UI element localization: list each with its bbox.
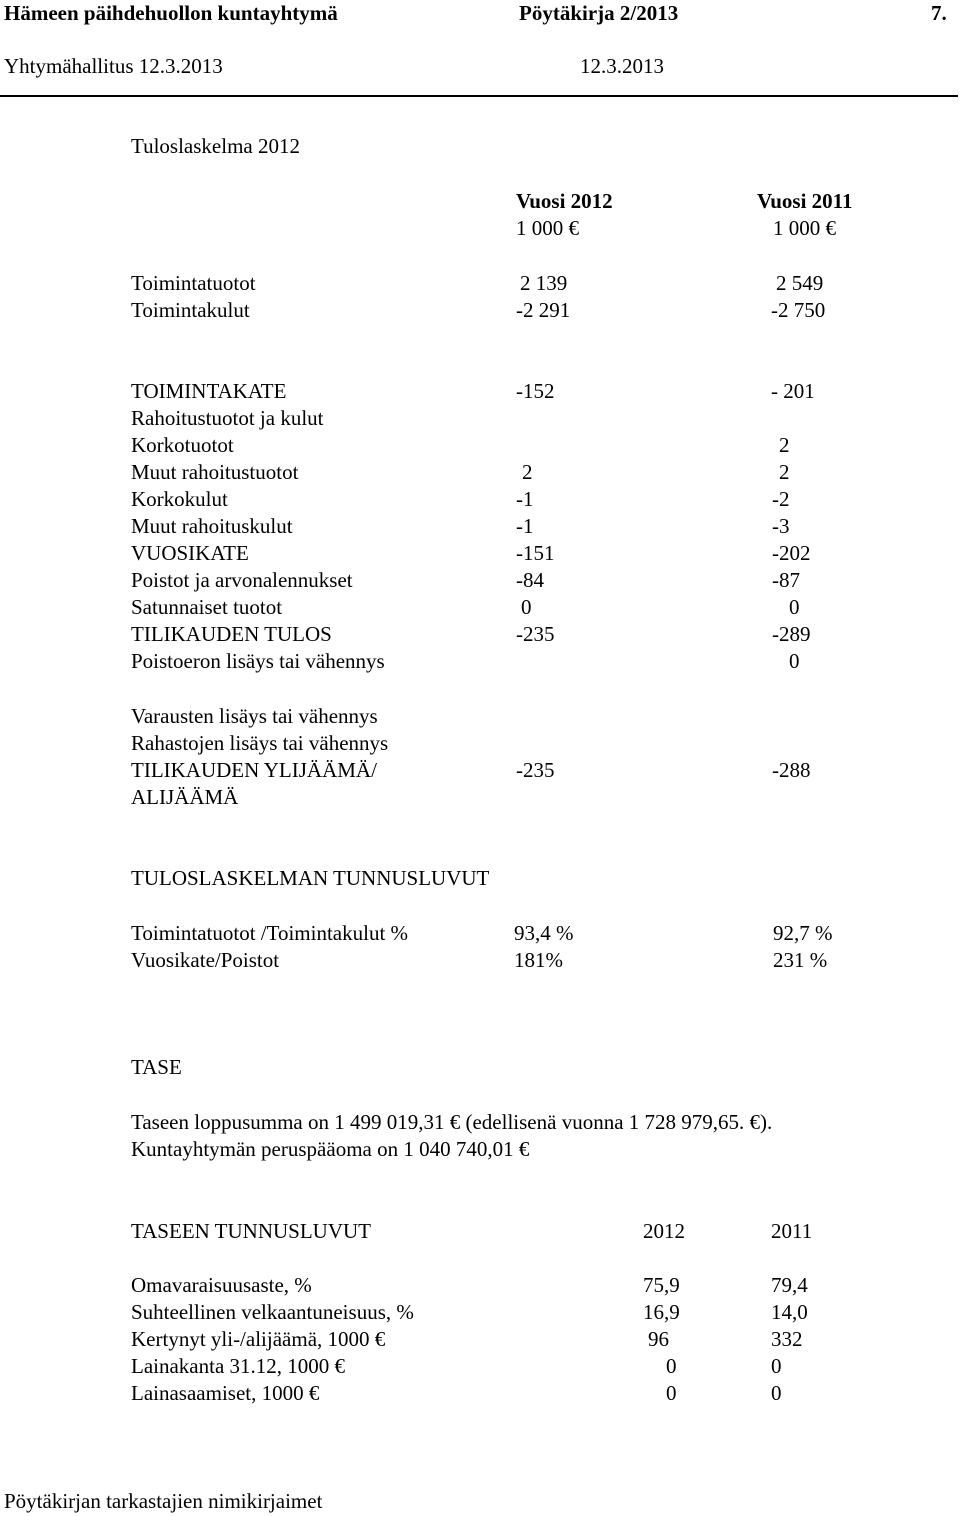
balance-ratio-label: Lainakanta 31.12, 1000 € bbox=[131, 1354, 346, 1378]
balance-ratio-label: Lainasaamiset, 1000 € bbox=[131, 1381, 320, 1405]
row-label: Muut rahoitustuotot bbox=[131, 460, 299, 484]
ratios-title: TULOSLASKELMAN TUNNUSLUVUT bbox=[131, 866, 490, 890]
row-value-2012: -2 291 bbox=[516, 298, 571, 322]
row-label: Rahoitustuotot ja kulut bbox=[131, 406, 324, 430]
balance-equity-text: Kuntayhtymän peruspääoma on 1 040 740,01 € bbox=[131, 1137, 530, 1161]
row-value-2012: -151 bbox=[516, 541, 555, 565]
row-label: TILIKAUDEN YLIJÄÄMÄ/ bbox=[131, 758, 377, 782]
row-value-2011: 2 549 bbox=[776, 271, 824, 295]
row-label: Poistot ja arvonalennukset bbox=[131, 568, 353, 592]
balance-ratio-label: Kertynyt yli-/alijäämä, 1000 € bbox=[131, 1327, 386, 1351]
row-value-2011: 2 bbox=[779, 433, 790, 457]
header-doc: Pöytäkirja 2/2013 bbox=[519, 1, 679, 25]
ratio-value-2012: 181% bbox=[514, 948, 563, 972]
row-value-2012: 2 bbox=[522, 460, 533, 484]
balance-ratios-col-2011: 2011 bbox=[771, 1219, 813, 1243]
row-label: TOIMINTAKATE bbox=[131, 379, 287, 403]
ratio-value-2011: 92,7 % bbox=[773, 921, 833, 945]
row-label: Toimintatuotot bbox=[131, 271, 256, 295]
col-header-2011: Vuosi 2011 bbox=[757, 189, 853, 213]
col-unit-2012: 1 000 € bbox=[516, 216, 579, 240]
balance-ratio-value-2011: 14,0 bbox=[771, 1300, 808, 1324]
row-value-2012: -235 bbox=[516, 622, 555, 646]
row-value-2011: -2 bbox=[772, 487, 790, 511]
row-value-2012: -1 bbox=[516, 514, 534, 538]
header-org: Hämeen päihdehuollon kuntayhtymä bbox=[4, 1, 338, 25]
row-label: Varausten lisäys tai vähennys bbox=[131, 704, 378, 728]
row-value-2011: -289 bbox=[772, 622, 811, 646]
row-label: Korkokulut bbox=[131, 487, 228, 511]
balance-ratios-title: TASEEN TUNNUSLUVUT bbox=[131, 1219, 372, 1243]
row-label: Muut rahoituskulut bbox=[131, 514, 293, 538]
row-label: ALIJÄÄMÄ bbox=[131, 785, 239, 809]
balance-ratio-label: Suhteellinen velkaantuneisuus, % bbox=[131, 1300, 414, 1324]
row-value-2011: -87 bbox=[772, 568, 800, 592]
header-divider bbox=[0, 95, 958, 97]
ratio-label: Vuosikate/Poistot bbox=[131, 948, 280, 972]
header-date: 12.3.2013 bbox=[580, 54, 664, 78]
row-value-2011: 0 bbox=[789, 595, 800, 619]
row-value-2011: - 201 bbox=[771, 379, 815, 403]
row-label: Toimintakulut bbox=[131, 298, 250, 322]
row-value-2012: -1 bbox=[516, 487, 534, 511]
income-title: Tuloslaskelma 2012 bbox=[131, 134, 300, 158]
balance-ratio-value-2012: 96 bbox=[648, 1327, 669, 1351]
row-label: Korkotuotot bbox=[131, 433, 234, 457]
row-value-2011: 0 bbox=[789, 649, 800, 673]
row-value-2011: -202 bbox=[772, 541, 811, 565]
balance-ratio-value-2012: 75,9 bbox=[643, 1273, 680, 1297]
row-value-2011: -3 bbox=[772, 514, 790, 538]
row-value-2011: -2 750 bbox=[771, 298, 826, 322]
balance-ratio-label: Omavaraisuusaste, % bbox=[131, 1273, 312, 1297]
row-label: Rahastojen lisäys tai vähennys bbox=[131, 731, 389, 755]
row-value-2012: -152 bbox=[516, 379, 555, 403]
balance-ratio-value-2012: 0 bbox=[666, 1354, 677, 1378]
balance-total-text: Taseen loppusumma on 1 499 019,31 € (edellisenä vuonna 1 728 979,65. €). bbox=[131, 1110, 773, 1134]
row-value-2011: 2 bbox=[779, 460, 790, 484]
header-page-number: 7. bbox=[931, 1, 947, 25]
ratio-value-2011: 231 % bbox=[773, 948, 828, 972]
row-label: Satunnaiset tuotot bbox=[131, 595, 283, 619]
header-board: Yhtymähallitus 12.3.2013 bbox=[4, 54, 223, 78]
balance-ratio-value-2012: 16,9 bbox=[643, 1300, 680, 1324]
row-label: TILIKAUDEN TULOS bbox=[131, 622, 332, 646]
ratio-value-2012: 93,4 % bbox=[514, 921, 574, 945]
balance-title: TASE bbox=[131, 1055, 182, 1079]
row-value-2012: 2 139 bbox=[520, 271, 568, 295]
row-label: VUOSIKATE bbox=[131, 541, 249, 565]
balance-ratio-value-2012: 0 bbox=[666, 1381, 677, 1405]
ratio-label: Toimintatuotot /Toimintakulut % bbox=[131, 921, 409, 945]
footer-initials: Pöytäkirjan tarkastajien nimikirjaimet bbox=[4, 1489, 323, 1513]
row-value-2012: 0 bbox=[521, 595, 532, 619]
col-header-2012: Vuosi 2012 bbox=[516, 189, 613, 213]
col-unit-2011: 1 000 € bbox=[773, 216, 836, 240]
balance-ratio-value-2011: 0 bbox=[771, 1381, 782, 1405]
row-value-2012: -84 bbox=[516, 568, 544, 592]
row-value-2011: -288 bbox=[772, 758, 811, 782]
balance-ratios-col-2012: 2012 bbox=[643, 1219, 685, 1243]
balance-ratio-value-2011: 79,4 bbox=[771, 1273, 808, 1297]
balance-ratio-value-2011: 332 bbox=[771, 1327, 803, 1351]
balance-ratio-value-2011: 0 bbox=[771, 1354, 782, 1378]
row-value-2012: -235 bbox=[516, 758, 555, 782]
row-label: Poistoeron lisäys tai vähennys bbox=[131, 649, 385, 673]
